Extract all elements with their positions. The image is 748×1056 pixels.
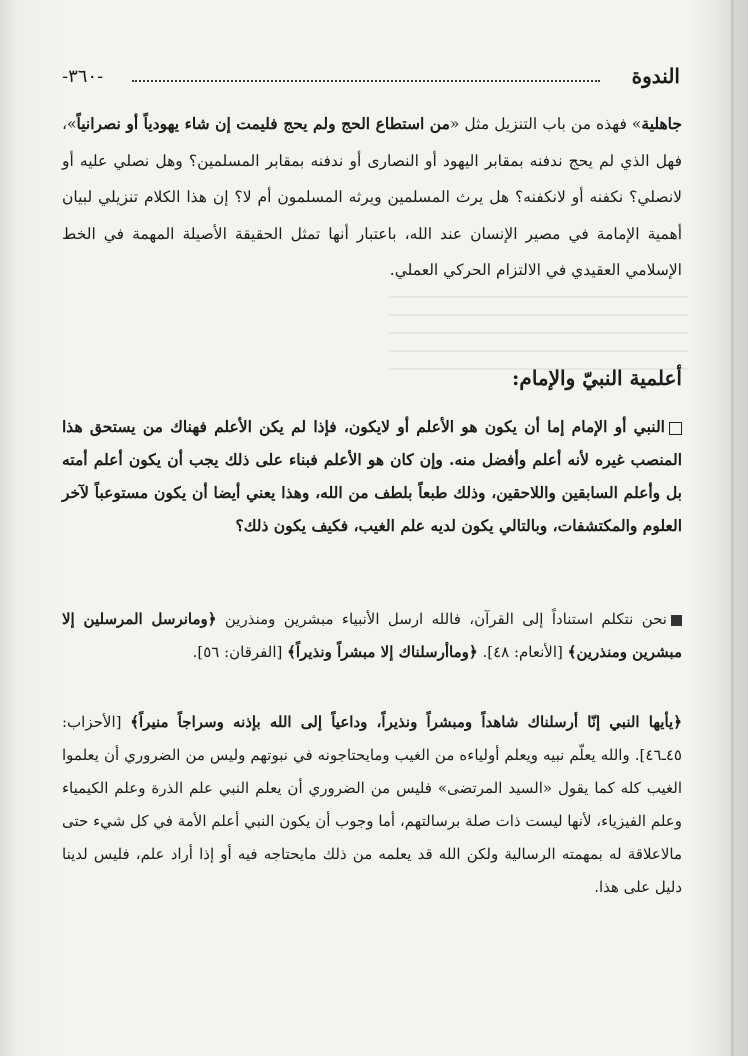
question-paragraph [62,410,682,542]
paragraph-1-part-2: »، فهل الذي لم يحج ندفنه بمقابر اليهود أو النصارى أو ندفنه بمقابر المسلمين؟ وهل نصلي عليه أو لانصلي؟ نكفنه أو لانكفنه؟ هل يرث المسلمين ويرثه المسلمون أم لا؟ إن هذا الكلام تنزيلي لبيان أهمية الإمامة في مصير الإنسان عند الله، باعتبار أنها تمثل الحقيقة الأصيلة المهمة في الخط الإسلامي العقيدي في الالتزام الحركي العملي. [62,115,682,279]
lead-word: جاهلية [641,114,682,133]
page-header [62,64,680,94]
hadith-quote: من استطاع الحج ولم يحج فليمت إن شاء يهودياً أو نصرانياً [76,114,450,133]
quran-verse-2: ﴿وماأرسلناك إلا مبشراً ونذيراً﴾ [287,643,478,661]
answer-intro: نحن نتكلم استناداً إلى القرآن، فالله ارسل الأنبياء مبشرين ومنذرين [224,610,667,628]
page-spine-edge [731,0,734,1056]
paragraph-4-text: والله يعلّم نبيه ويعلم أولياءه من الغيب ومايحتاجونه في نبوتهم وليس من الضروري أن يعلموا الغيب كله كما يقول «السيد المرتضى» فليس من الضروري أن يعلم النبي علم الذرة وعلم الكيمياء وعلم الفيزياء، لأنها ليست ذات صلة برسالتهم، أما وجوب أن يكون النبي أعلم الأمة في كل شيء حتى مالاعلاقة له بمهمته الرسالية ولكن الله قد يعلمه من ذلك مايحتاجه فيه أو إذا أراد علم، فليس لدينا دليل على هذا. [62,746,682,896]
quran-verse-3: ﴿يأيها النبي إنّا أرسلناك شاهداً ومبشراً ونذيراً، وداعياً إلى الله بإذنه وسراجاً منيراً﴾ [130,713,682,731]
question-square-icon [669,422,682,435]
verse-reference-1: [الأنعام: ٤٨]. [482,643,563,661]
paragraph-1 [62,106,682,289]
page-number: -٣٦٠- [62,66,104,87]
question-text: النبي أو الإمام إما أن يكون هو الأعلم أو لايكون، فإذا لم يكن الأعلم فهناك من يستحق هذا المنصب غيره لأنه أعلم وأفضل منه. وإن كان هو الأعلم فبناء على ذلك يجب أن يكون أعلم أمته بل وأعلم السابقين واللاحقين، وذلك طبعاً بلطف من الله، وهذا يعني أيضا أن يكون مستوعباً لآخر العلوم والمكتشفات، وبالتالي يكون لديه علم الغيب، فكيف يكون ذلك؟ [62,417,683,535]
header-dotted-rule [132,80,600,82]
verse-reference-2: [الفرقان: ٥٦]. [192,643,283,661]
answer-paragraph [62,603,682,669]
section-heading: أعلمية النبيّ والإمام: [512,366,682,390]
paragraph-1-part-1: » فهذه من باب التنزيل مثل « [449,115,642,133]
bleed-through-texture [388,290,688,370]
running-title: الندوة [631,64,680,88]
quran-verse-1: ﴿ومانرسل المرسلين إلا مبشرين ومنذرين﴾ [62,610,682,661]
paragraph-4 [62,706,682,904]
verse-reference-3: [الأحزاب: ٤٥ـ٤٦]. [62,713,682,764]
answer-square-icon [671,615,682,626]
